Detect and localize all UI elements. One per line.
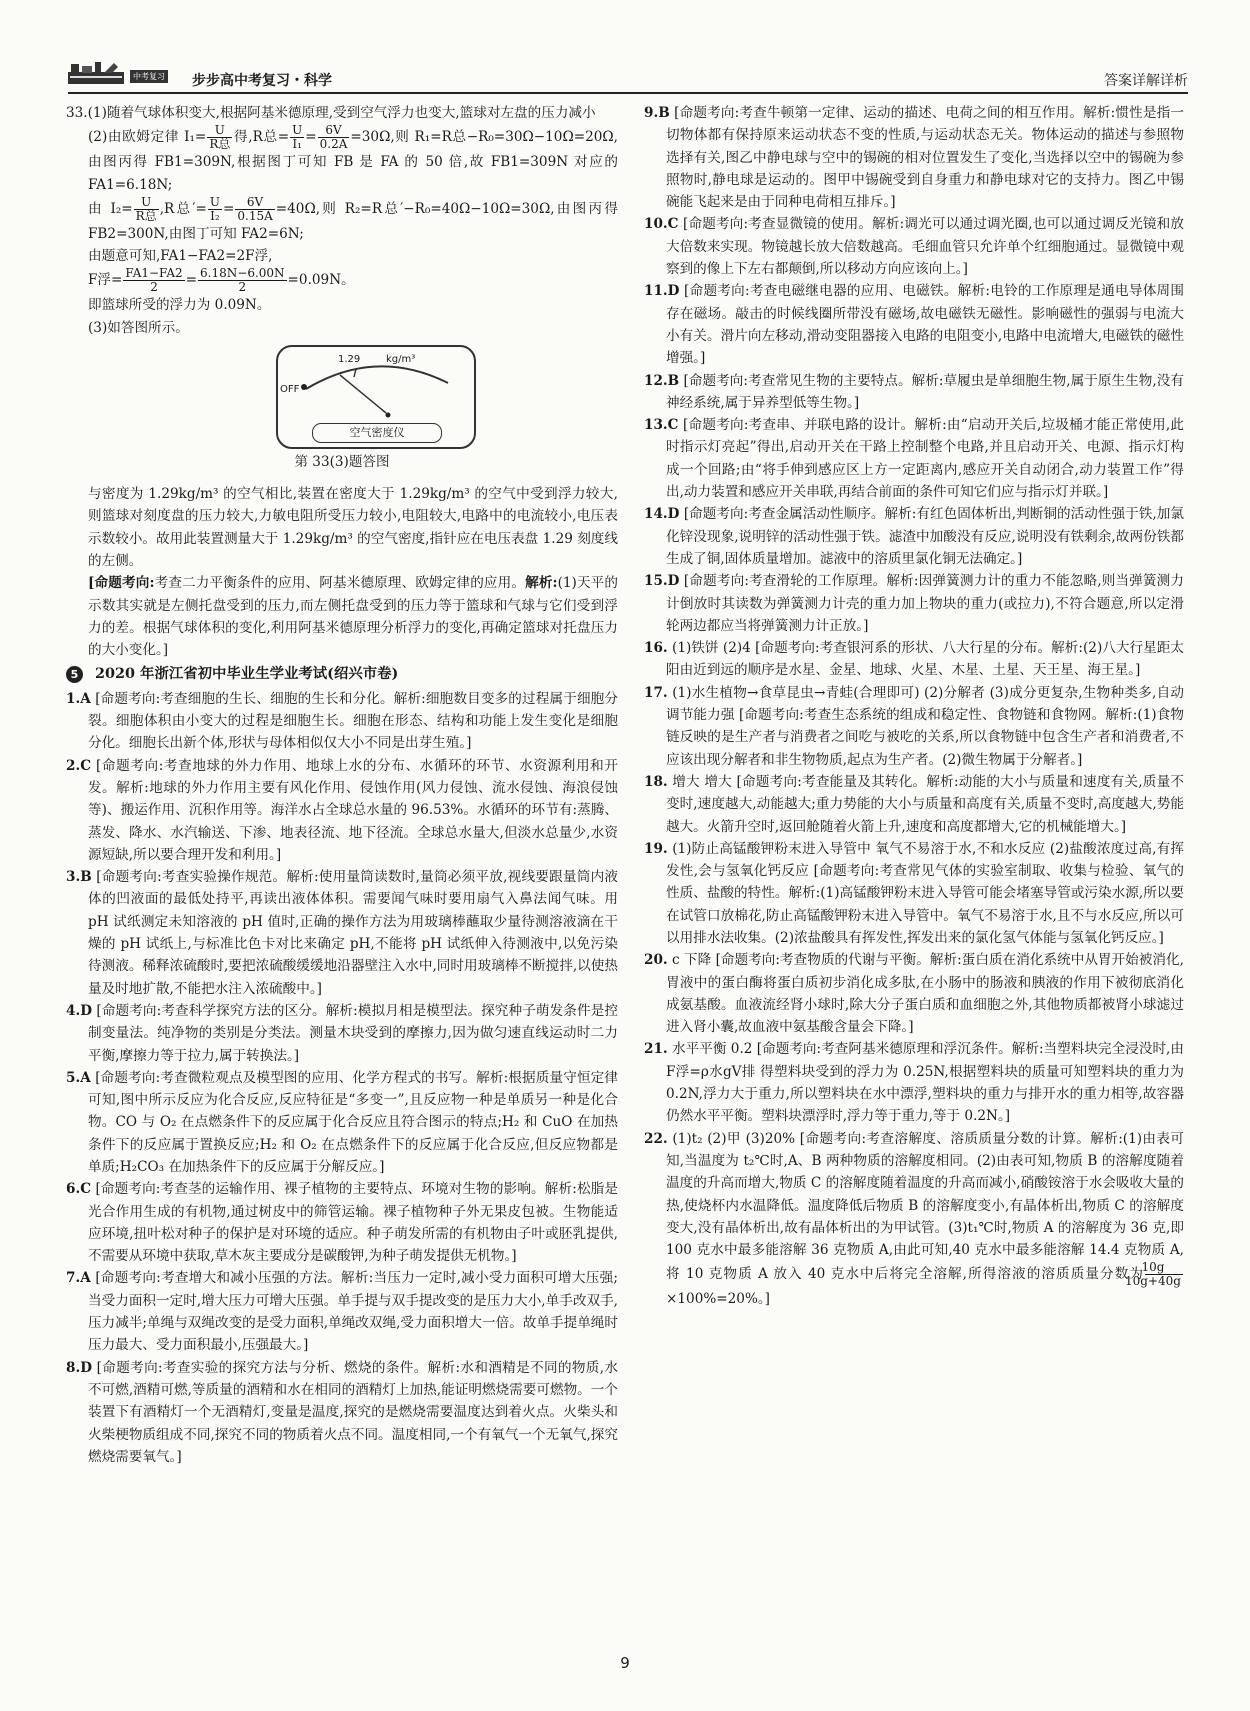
answer-item — [644, 570, 1184, 637]
fraction: $\frac{U}{\text{R总}}$ — [135, 194, 157, 223]
answer-number: 16. — [644, 640, 668, 657]
answer-number: 22. — [644, 1130, 668, 1147]
q33-part2-line-d: F浮= $\frac{FA1-FA2}{2}$ = $\frac{6.18N-6.00N}{2}$ =0.09N。 — [88, 266, 355, 295]
answer-text: [命题考向:考查实验的探究方法与分析、燃烧的条件。解析:水和酒精是不同的物质,水不可燃,酒精可燃,等质量的酒精和水在相同的酒精灯上加热,能证明燃烧需要可燃物。一个装置下有酒精灯一个无酒精灯,变量是温度,探究的是燃烧需要温度达到着火点。火柴头和火柴梗物质组成不同,探究不同的物质着火点不同。温度相同,一个有氧气一个无氧气,探究燃烧需要氧气。] — [88, 1359, 618, 1465]
header-right-title: 答案详解详析 — [1104, 73, 1188, 89]
answer-number: 14.D — [644, 506, 680, 523]
page-number: 9 — [620, 1654, 630, 1672]
answer-text: [命题考向:考查实验操作规范。解析:使用量筒读数时,量筒必须平放,视线要跟量筒内液体的凹液面的最低处持平,再读出液体体积。需要闻气味时要用扇气入鼻法闻气味。用 pH 试纸测定未知溶液的 pH 值时,正确的操作方法为用玻璃棒蘸取少量待测溶液滴在干燥的 pH 试纸上,与标准比色卡对比来确定 pH,不能将 pH 试纸伸入待测液中,以免污染待测液。稀释浓硫酸时,要把浓硫酸缓缓地沿器壁注入水中,同时用玻璃棒不断搅拌,以使热量及时地扩散,不能把水注入浓硫酸中。] — [88, 869, 618, 997]
answer-number: 5.A — [66, 1069, 91, 1086]
fraction: $\frac{U}{\text{I₁}}$ — [292, 123, 303, 152]
q33-part2-line-e: 即篮球所受的浮力为 0.09N。 — [88, 297, 271, 314]
answer-text: (1)防止高锰酸钾粉末进入导管中 氧气不易溶于水,不和水反应 (2)盐酸浓度过高,有挥发性,会与氢氧化钙反应 [命题考向:考查常见气体的实验室制取、收集与检验、氧气的性质、盐酸的特性。解析:(1)高锰酸钾粉末进入导管可能会堵塞导管或污染水源,所以要在试管口放棉花,防止高锰酸钾粉末进入导管中。氧气不易溶于水,且不与水反应,所以可以用排水法收集。(2)浓盐酸具有挥发性,挥发出来的氯化氢气体能与氢氧化钙反应。] — [666, 840, 1185, 946]
answer-item — [644, 414, 1184, 503]
answer-text: [命题考向:考查细胞的生长、细胞的生长和分化。解析:细胞数目变多的过程属于细胞分裂。细胞体积由小变大的过程是细胞生长。细胞在形态、结构和功能上发生变化是细胞分化。细胞长出新个体,形状与母体相似仅大小不同是出芽生殖。] — [88, 690, 618, 752]
q33-analysis: [命题考向:考查二力平衡条件的应用、阿基米德原理、欧姆定律的应用。解析:(1)天平的示数其实就是左侧托盘受到的压力,而左侧托盘受到的压力等于篮球和气球与它们受到浮力的差。根据气球体积的变化,利用阿基米德原理分析浮力的变化,再确定篮球对托盘压力的大小变化。] — [88, 575, 618, 659]
answer-number: 10.C — [644, 216, 679, 233]
answer-text: 水平平衡 0.2 [命题考向:考查阿基米德原理和浮沉条件。解析:当塑料块完全浸没时,由 F浮=ρ水gV排 得塑料块受到的浮力为 0.25N,根据塑料块的质量可知塑料块的重力为 0.2N,浮力大于重力,所以塑料块在水中漂浮,塑料块的重力与排开水的重力相等,故容器仍然水平平衡。塑料块漂浮时,浮力等于重力,等于 0.2N。] — [666, 1041, 1184, 1125]
answer-number: 8.D — [66, 1359, 92, 1376]
answer-item — [644, 503, 1184, 570]
answer-item — [66, 1067, 618, 1178]
answer-number: 20. — [644, 952, 668, 969]
right-answer-list — [644, 102, 1184, 1311]
left-answer-list — [66, 688, 618, 1468]
answer-item — [66, 755, 618, 866]
section-number-badge: 5 — [66, 666, 83, 683]
answer-item — [644, 771, 1184, 838]
answer-item: 22. (1)t₂ (2)甲 (3)20% [命题考向:考查溶解度、溶质质量分数的计算。解析:(1)由表可知,当温度为 t₂℃时,A、B 两种物质的溶解度相同。(2)由表可知,物质 B 的溶解度随着温度的升高而增大,物质 C 的溶解度随着温度的升高而减小,硝酸铵溶于水会吸收大量的热,使烧杯内水温降低。温度降低后物质 B 的溶解度变小,有晶体析出,物质 C 的溶解度变大,没有晶体析出,故有晶体析出的为甲试管。(3)t₁℃时,物质 A 的溶解度为 36 克,即 100 克水中最多能溶解 36 克物质 A,由此可知,40 克水中最多能溶解 14.4 克物质 A,将 10 克物质 A 放入 40 克水中后将完全溶解,所得溶液的溶质质量分数为 $\frac{10g}{10g+40g}$ ×100%=20%。] — [644, 1130, 1184, 1308]
answer-text: [命题考向:考查茎的运输作用、裸子植物的主要特点、环境对生物的影响。解析:松脂是光合作用生成的有机物,通过树皮中的筛管运输。裸子植物种子外无果皮包被。生物能适应环境,扭叶松对种子的保护是对环境的适应。种子萌发所需的有机物由子叶或胚乳提供,不需要从环境中获取,草木灰主要成分是碳酸钾,为种子萌发提供无机物。] — [88, 1181, 618, 1265]
fraction: $\frac{6V}{0.15A}$ — [237, 194, 273, 223]
answer-number: 11.D — [644, 283, 680, 300]
answer-text: [命题考向:考查地球的外力作用、地球上水的分布、水循环的环节、水资源利用和开发。解析:地球的外力作用主要有风化作用、侵蚀作用(风力侵蚀、流水侵蚀、海浪侵蚀等)、搬运作用、沉积作用等。海洋水占全球总水量的 96.53%。水循环的环节有:蒸腾、蒸发、降水、水汽输送、下渗、地表径流、地下径流。全球总水量大,但淡水总量少,水资源短缺,所以要合理开发和利用。] — [88, 757, 618, 863]
answer-item — [644, 1038, 1184, 1127]
answer-number: 6.C — [66, 1181, 92, 1198]
page-header — [68, 52, 1188, 98]
answer-item — [644, 280, 1184, 369]
q33-part1: 33.(1)随着气球体积变大,根据阿基米德原理,受到空气浮力也变大,篮球对左盘的压力减小 — [66, 105, 596, 121]
q33-part2-line-c: 由题意可知,FA1−FA2=2F浮, — [88, 248, 273, 265]
answer-item — [644, 370, 1184, 415]
logo-text: 中考复习 — [130, 70, 168, 83]
meter-value-label: 1.29 — [338, 354, 361, 366]
right-column — [644, 102, 1184, 1311]
answer-text: (1)t₂ (2)甲 (3)20% [命题考向:考查溶解度、溶质质量分数的计算。解析:(1)由表可知,当温度为 t₂℃时,A、B 两种物质的溶解度相同。(2)由表可知,物质 B 的溶解度随着温度的升高而增大,物质 C 的溶解度随着温度的升高而减小,硝酸铵溶于水会吸收大量的热,使烧杯内水温降低。温度降低后物质 B 的溶解度变小,有晶体析出,物质 C 的溶解度变大,没有晶体析出,故有晶体析出的为甲试管。(3)t₁℃时,物质 A 的溶解度为 36 克,即 100 克水中最多能溶解 36 克物质 A,由此可知,40 克水中最多能溶解 14.4 克物质 A,将 10 克物质 A 放入 40 克水中后将完全溶解,所得溶液的溶质质量分数为 — [666, 1130, 1184, 1283]
answer-number: 18. — [644, 773, 668, 790]
answer-text: [命题考向:考查科学探究方法的区分。解析:模拟月相是模型法。探究种子萌发条件是控制变量法。纯净物的类别是分类法。测量木块受到的摩擦力,因为做匀速直线运动时二力平衡,摩擦力等于拉力,属于转换法。] — [88, 1002, 618, 1064]
answer-text: c 下降 [命题考向:考查物质的代谢与平衡。解析:蛋白质在消化系统中从胃开始被消化,胃液中的蛋白酶将蛋白质初步消化成多肽,在小肠中的肠液和胰液的作用下被彻底消化成氨基酸。血液流经肾小球时,除大分子蛋白质和血细胞之外,其他物质都被肾小球滤过进入肾小囊,故血液中氨基酸含量会下降。] — [666, 952, 1184, 1036]
section-heading: 5 2020 年浙江省初中毕业生学业考试(绍兴市卷) — [66, 663, 618, 685]
answer-text: 增大 增大 [命题考向:考查能量及其转化。解析:动能的大小与质量和速度有关,质量不变时,速度越大,动能越大;重力势能的大小与质量和高度有关,质量不变时,高度越大,势能越大。火箭升空时,返回舱随着火箭上升,速度和高度都增大,它的机械能增大。] — [666, 773, 1184, 835]
answer-number: 1.A — [66, 690, 91, 707]
answer-item — [66, 688, 618, 755]
fraction: $\frac{U}{\text{I₂}}$ — [209, 194, 220, 223]
fraction: $\frac{6V}{0.2A}$ — [319, 123, 348, 152]
fraction: $\frac{U}{\text{R总}}$ — [209, 123, 231, 152]
q33-part2-line-b: 由 I₂= $\frac{U}{\text{R总}}$ ,R总′= $\frac{U}{\text{I₂}}$ = $\frac{6V}{0.15A}$ =40Ω,则 R₂=R总′−R₀=40Ω−10Ω=30Ω,由图丙得 FB2=300N,由图丁可知 FA2=6N; — [88, 194, 618, 242]
answer-number: 17. — [644, 684, 668, 701]
brand-title: 步步高中考复习・科学 — [192, 73, 332, 89]
answer-item — [644, 949, 1184, 1038]
left-column — [66, 102, 618, 1468]
air-density-meter-figure — [66, 345, 618, 481]
answer-number: 9.B — [644, 105, 670, 121]
q33-part2-line-a: (2)由欧姆定律 I₁= $\frac{U}{\text{R总}}$ 得,R总= $\frac{U}{\text{I₁}}$ = $\frac{6V}{0.2A}$ =30Ω,则 R₁=R总−R₀=30Ω−10Ω=20Ω,由图丙得 FB1=309N,根据图丁可知 FB 是 FA 的 50 倍,故 FB1=309N 对应的 FA1=6.18N; — [88, 123, 618, 193]
answer-text: [命题考向:考查微粒观点及模型图的应用、化学方程式的书写。解析:根据质量守恒定律可知,图中所示反应为化合反应,反应特征是“多变一”,且反应物一种是单质另一种是化合物。CO 与 O₂ 在点燃条件下的反应属于化合反应且符合图示的特点;H₂ 和 CuO 在加热条件下的反应属于置换反应;H₂ 和 O₂ 在点燃条件下的反应属于化合反应,但反应物都是单质;H₂CO₃ 在加热条件下的反应属于分解反应。] — [88, 1069, 618, 1175]
answer-number: 4.D — [66, 1002, 92, 1019]
meter-off-label: OFF — [280, 384, 300, 396]
header-rule — [68, 92, 1188, 94]
fraction: $\frac{FA1-FA2}{2}$ — [125, 266, 183, 295]
answer-item — [644, 102, 1184, 213]
meter-name-label: 空气密度仪 — [312, 423, 442, 443]
answer-text: [命题考向:考查显微镜的使用。解析:调光可以通过调光圈,也可以通过调反光镜和放大倍数来实现。物镜越长放大倍数越高。毛细血管只允许单个红细胞通过。显微镜中观察到的像上下左右都颠倒,所以移动方向应该向上。] — [666, 216, 1184, 278]
answer-item — [644, 213, 1184, 280]
answer-item — [66, 1000, 618, 1067]
answer-text: [命题考向:考查串、并联电路的设计。解析:由“启动开关后,垃圾桶才能正常使用,此时指示灯亮起”得出,启动开关在干路上控制整个电路,并且启动开关、电源、指示灯构成一个回路;由“将手伸到感应区上方一定距离内,感应开关自动闭合,动力装置工作”得出,动力装置和感应开关串联,再结合前面的条件可知它们应与指示灯并联。] — [666, 417, 1184, 501]
answer-number: 7.A — [66, 1270, 91, 1287]
fraction: $\frac{6.18N-6.00N}{2}$ — [200, 266, 285, 295]
q33-after-figure: 与密度为 1.29kg/m³ 的空气相比,装置在密度大于 1.29kg/m³ 的空气中受到浮力较大,则篮球对刻度盘的压力较大,力敏电阻所受压力较小,电阻较大,电路中的电流较小,电压表示数较小。故用此装置测量大于 1.29kg/m³ 的空气密度,指针应在电压表盘 1.29 刻度线的左侧。 — [88, 486, 618, 569]
figure-caption: 第 33(3)题答图 — [294, 454, 390, 471]
answer-number: 19. — [644, 840, 668, 857]
answer-text: [命题考向:考查牛顿第一定律、运动的描述、电荷之间的相互作用。解析:惯性是指一切物体都有保持原来运动状态不变的性质,与运动状态无关。物体运动的描述与参照物选择有关,图乙中静电球与空中的锡碗的相对位置发生了变化,当选择以空中的锡碗为参照物时,静电球是运动的。图甲中锡碗受到自身重力和静电球对它的支持力。图乙中锡碗能飞起来是由于同种电荷相互排斥。] — [666, 105, 1184, 211]
q33-part3: (3)如答图所示。 — [88, 319, 189, 336]
answer-number: 3.B — [66, 869, 92, 886]
answer-item — [66, 1357, 618, 1468]
answer-number: 2.C — [66, 757, 92, 774]
answer-text: (1)铁饼 (2)4 [命题考向:考查银河系的形状、八大行星的分布。解析:(2)八大行星距太阳由近到远的顺序是水星、金星、地球、火星、木星、土星、天王星、海王星。] — [666, 640, 1184, 679]
answer-text: [命题考向:考查增大和减小压强的方法。解析:当压力一定时,减小受力面积可增大压强;当受力面积一定时,增大压力可增大压强。单手提与双手提改变的是压力大小,单手改双手,压力减半;单绳与双绳改变的是受力面积,单绳改双绳,受力面积增大一倍。故单手提单绳时压力最大、受力面积最小,压强最大。] — [88, 1270, 618, 1354]
answer-number: 13.C — [644, 417, 679, 434]
book-logo-icon — [68, 60, 126, 86]
answer-text: [命题考向:考查滑轮的工作原理。解析:因弹簧测力计的重力不能忽略,则当弹簧测力计倒放时其读数为弹簧测力计壳的重力加上物块的重力(或拉力),不符合题意,所以定滑轮两边都应当将弹簧测力计正放。] — [666, 573, 1184, 634]
answer-text: [命题考向:考查常见生物的主要特点。解析:草履虫是单细胞生物,属于原生生物,没有神经系统,属于异养型低等生物。] — [666, 372, 1184, 411]
answer-text: [命题考向:考查电磁继电器的应用、电磁铁。解析:电铃的工作原理是通电导体周围存在磁场。敲击的时候线圈所带没有磁场,故电磁铁无磁性。影响磁性的强弱与电流大小有关。滑片向左移动,滑动变阻器接入电路的电阻变小,电路中电流增大,电磁铁的磁性增强。] — [666, 283, 1184, 367]
fraction: $\frac{10g}{10g+40g}$ — [1125, 1260, 1181, 1289]
answer-number: 21. — [644, 1041, 668, 1058]
answer-item — [644, 682, 1184, 771]
meter-dial — [276, 345, 476, 449]
answer-item — [644, 637, 1184, 682]
meter-unit-label: kg/m³ — [386, 354, 416, 366]
answer-number: 15.D — [644, 573, 680, 590]
answer-text: (1)水生植物→食草昆虫→青蛙(合理即可) (2)分解者 (3)成分更复杂,生物种类多,自动调节能力强 [命题考向:考查生态系统的组成和稳定性、食物链和食物网。解析:(1)食物链反映的是生产者与消费者之间吃与被吃的关系,所以食物链中包含生产者和消费者,不应该出现分解者和非生物物质,起点为生产者。(2)微生物属于分解者。] — [666, 684, 1184, 768]
answer-text: [命题考向:考查金属活动性顺序。解析:有红色固体析出,判断铜的活动性强于铁,加氯化锌没现象,说明锌的活动性强于铁。滤渣中加酸没有反应,说明没有铁剩余,故两份铁都生成了铜,固体质量增加。滤液中的溶质里氯化铜无法确定。] — [666, 506, 1184, 567]
answer-number: 12.B — [644, 372, 680, 389]
answer-item — [66, 866, 618, 1000]
answer-item — [66, 1267, 618, 1356]
answer-item — [644, 838, 1184, 949]
answer-item — [66, 1178, 618, 1267]
